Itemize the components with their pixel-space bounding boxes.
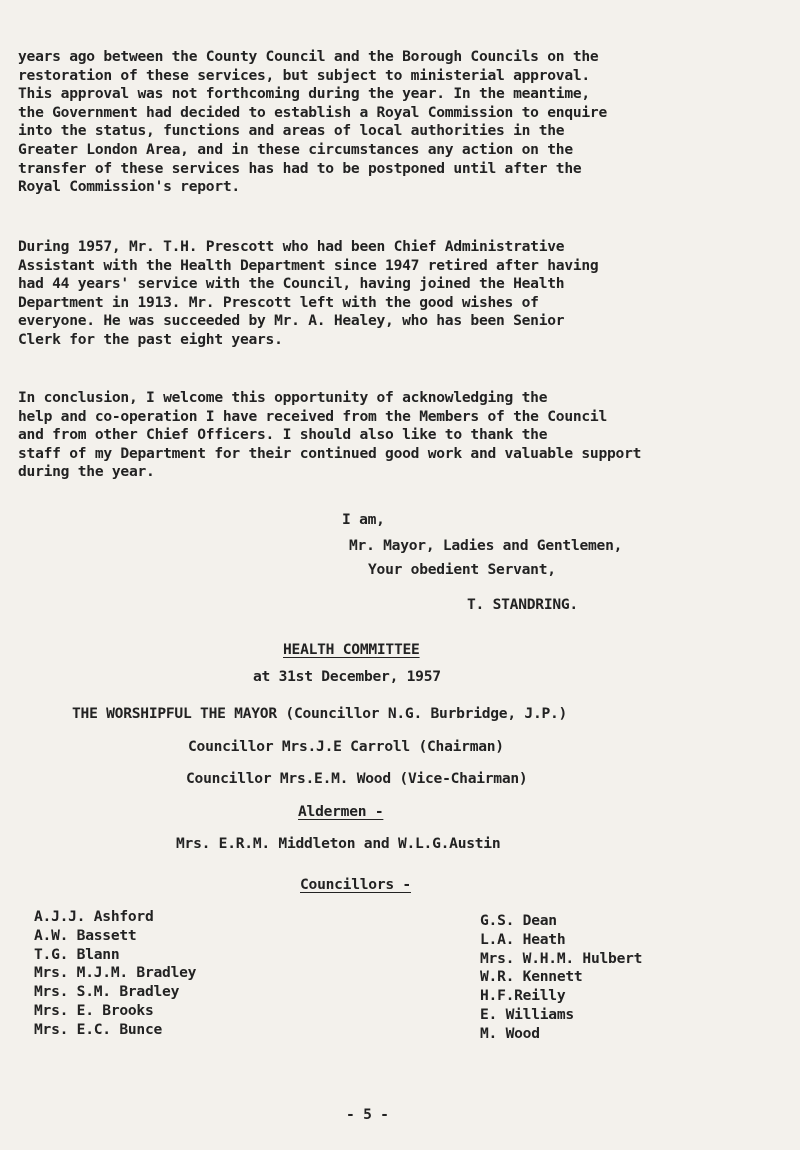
text-line: had 44 years' service with the Council, having joined the Health <box>18 275 565 293</box>
paragraph-conclusion <box>18 389 788 482</box>
text-line: Greater London Area, and in these circumstances any action on the <box>18 140 573 158</box>
committee-chairman: Councillor Mrs.J.E Carroll (Chairman) <box>188 738 504 755</box>
text-line: into the status, functions and areas of local authorities in the <box>18 122 565 140</box>
list-item: W.R. Kennett <box>480 968 583 986</box>
list-item: H.F.Reilly <box>480 987 566 1005</box>
list-item: L.A. Heath <box>480 930 566 948</box>
list-item: T.G. Blann <box>34 945 120 963</box>
text-line: Clerk for the past eight years. <box>18 330 283 348</box>
text-line: help and co-operation I have received from the Members of the Council <box>18 407 607 425</box>
text-line: staff of my Department for their continued good work and valuable support <box>18 444 642 462</box>
signature: T. STANDRING. <box>467 596 578 613</box>
text-line: Assistant with the Health Department since 1947 retired after having <box>18 256 599 274</box>
committee-vice-chairman: Councillor Mrs.E.M. Wood (Vice-Chairman) <box>186 770 528 787</box>
text-line: during the year. <box>18 463 155 481</box>
closing-salutation: Mr. Mayor, Ladies and Gentlemen, <box>349 537 623 554</box>
list-item: A.J.J. Ashford <box>34 908 154 925</box>
councillors-heading: Councillors - <box>300 876 411 893</box>
closing-servant: Your obedient Servant, <box>368 561 556 578</box>
list-item: Mrs. E.C. Bunce <box>34 1020 163 1038</box>
text-line: In conclusion, I welcome this opportunity of acknowledging the <box>18 389 548 406</box>
list-item: E. Williams <box>480 1005 574 1023</box>
list-item: A.W. Bassett <box>34 926 137 944</box>
text-line: Department in 1913. Mr. Prescott left with the good wishes of <box>18 293 539 311</box>
text-line: restoration of these services, but subject to ministerial approval. <box>18 66 590 84</box>
list-item: M. Wood <box>480 1024 540 1042</box>
aldermen-heading: Aldermen - <box>298 803 384 820</box>
text-line: the Government had decided to establish a Royal Commission to enquire <box>18 103 607 121</box>
text-line: Royal Commission's report. <box>18 178 240 196</box>
text-line: years ago between the County Council and the Borough Councils on the <box>18 48 599 65</box>
list-item: G.S. Dean <box>480 912 557 929</box>
list-item: Mrs. W.H.M. Hulbert <box>480 949 643 967</box>
committee-date: at 31st December, 1957 <box>253 668 441 685</box>
list-item: Mrs. E. Brooks <box>34 1001 154 1019</box>
text-line: During 1957, Mr. T.H. Prescott who had been Chief Administrative <box>18 238 565 255</box>
aldermen-names: Mrs. E.R.M. Middleton and W.L.G.Austin <box>176 835 501 852</box>
closing-i-am: I am, <box>342 511 385 528</box>
text-line: This approval was not forthcoming during the year. In the meantime, <box>18 85 590 103</box>
committee-mayor: THE WORSHIPFUL THE MAYOR (Councillor N.G. Burbridge, J.P.) <box>72 705 568 722</box>
paragraph-commission <box>18 48 788 197</box>
committee-title: HEALTH COMMITTEE <box>283 641 420 658</box>
page-number: - 5 - <box>346 1106 389 1123</box>
councillors-right-column <box>480 912 642 1044</box>
list-item: Mrs. M.J.M. Bradley <box>34 964 197 982</box>
text-line: transfer of these services has had to be postponed until after the <box>18 159 582 177</box>
text-line: and from other Chief Officers. I should also like to thank the <box>18 426 548 444</box>
text-line: everyone. He was succeeded by Mr. A. Healey, who has been Senior <box>18 312 565 330</box>
paragraph-prescott <box>18 238 788 350</box>
list-item: Mrs. S.M. Bradley <box>34 983 180 1001</box>
councillors-left-column <box>34 908 196 1040</box>
